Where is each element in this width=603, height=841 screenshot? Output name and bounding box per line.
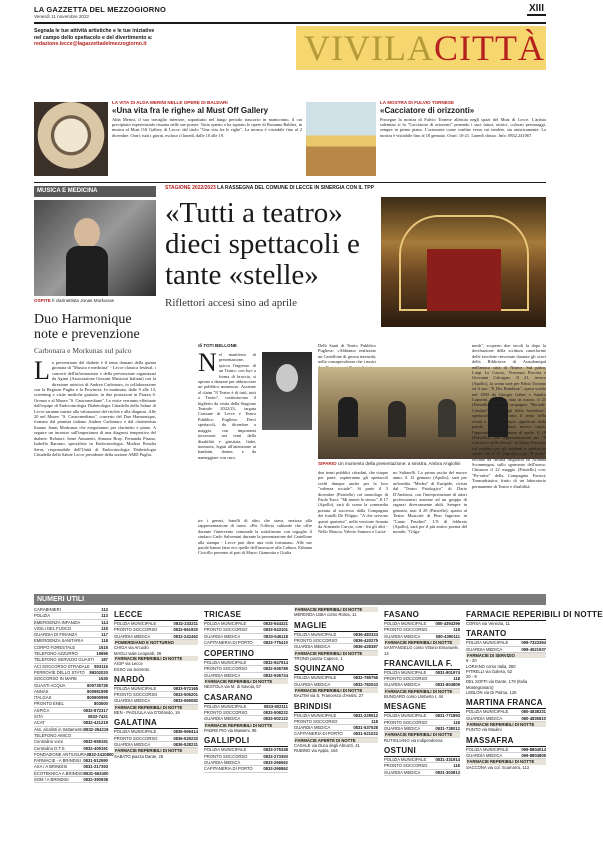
teaser-right-body: Prosegue la mostra di Fulvio Tornese allestita negli spazi del Must di Lecce. L'artista salentino si fa "Cacciatore di orizzonti" ponendo i suoi futuri, onirici, colorati personaggi, sempre in primo piano. L'orizzonte come confine verso cui tendere, sia artisticamente. La mostra è visitabile fino al 18 gennaio. Orari: 10-21. Lunedì chiuso. Info: 0832.241067. [380, 116, 546, 138]
city-number-value: 0833-266862 [263, 766, 288, 772]
pharmacy-band: FARMACIE REPERIBILI DI NOTTE [466, 759, 546, 764]
city-number-value: 0833-572165 [173, 685, 198, 691]
caption-label: OSPITE [34, 298, 51, 303]
utility-number-label: TELEFONO SERVIZIO GUASTI [34, 657, 94, 663]
pharmacy-band: FARMACIE REPERIBILI DI NOTTE [114, 748, 198, 753]
general-numbers-list [34, 607, 114, 839]
city-number-value: 0833-545118 [263, 633, 288, 639]
city-number-value: 0832-233211 [173, 621, 198, 626]
feature-kicker [165, 185, 546, 191]
feature-col-1b-text: tre i generi, fratelli di altro che stava, neziosa alla rappresentazione di turno. «Per l'offerta culturale che offre durante l'intervento comunale la sottolineato con orgoglio il sindaco Carlo Salvemini durante la presentazione del Cartellone alla stampa - Lecce può dirsi una città fortunata». Alle sue parole hanno fatto eco quelle dell'assessore alla Cultura, Fabiana Cicirillo presente al pari di Marco Giannotta e Giulia [198, 518, 312, 556]
city-number-label: POLIZIA MUNICIPALE [204, 621, 247, 626]
utility-number-value: 0831-512990 [83, 758, 108, 764]
city-number-label: GUARDIA MEDICA [384, 726, 421, 732]
city-number-label: POLIZIA MUNICIPALE [384, 713, 427, 719]
feature-kicker-text: LA RASSEGNA DEL COMUNE DI LECCE IN SINERGIA CON IL TPP [217, 185, 374, 191]
utility-number-label: SOCCORSO IN MARE [34, 676, 78, 682]
city-number-value: 099-8804014 [521, 746, 546, 752]
city-number-value: 080-4835810 [521, 715, 546, 721]
utility-number-value: 0832-390938 [83, 777, 108, 783]
newspaper-name: LA GAZZETTA DEL MEZZOGIORNO [34, 5, 167, 14]
city-number-value: 099-8804805 [521, 752, 546, 758]
teaser-left-headline: «Una vita fra le righe» al Must Off Gallery [112, 105, 269, 115]
feature-col-3-text: Delli Santi di Teatro Pubblico Pugliese: «Abbiamo realizzato un Cartellone di grossa intensità, nella consapevolezza che i nostri [318, 343, 376, 365]
city-number-label: POLIZIA MUNICIPALE [384, 757, 427, 763]
pharmacy-band: FARMACIE REPERIBILI DI NOTTE [384, 640, 460, 645]
city-number-row [204, 766, 288, 772]
city-number-value: 0831-229512 [353, 712, 378, 718]
pharmacy-address: BALTIM via S. Francesco d'Assisi, 27 [294, 693, 364, 699]
pharmacy-band: FARMACIE DI SERVIZIO [466, 653, 546, 658]
city-number-value: 0833-508222 [263, 710, 288, 716]
teaser-left-kicker: LA VITA DI ALDA MERINI NELLE OPERE DI BALDARI [112, 100, 228, 105]
pharmacy-address: RUBINO via Appia, 164 [294, 748, 338, 754]
city-number-label: POLIZIA MUNICIPALE [294, 631, 337, 637]
promo-line-2: nel campo dello spettacolo e del divertimento a: [34, 34, 153, 41]
utility-number-value: 112 [101, 607, 108, 612]
feature-kicker-season: STAGIONE 2022/2023 [165, 185, 216, 191]
city-number-row [204, 640, 288, 646]
city-number-value: 0832-936724 [263, 672, 288, 678]
city-number-label: PRONTO SOCCORSO [384, 676, 428, 682]
city-number-value: 0833-502122 [263, 716, 288, 722]
city-number-label: PRONTO SOCCORSO [204, 666, 248, 672]
city-column-5 [466, 607, 603, 839]
pharmacy-band: FARMACIE REPERIBILI DI NOTTE [294, 651, 378, 656]
city-name: MESAGNE [384, 702, 460, 713]
utility-number-label: CARABINIERI [34, 607, 61, 612]
city-number-value: 080-4838231 [521, 709, 546, 715]
city-name: NARDÒ [114, 675, 198, 686]
feature-col-1 [198, 348, 257, 515]
pharmacy-address: ESSO via Sorrento [114, 666, 150, 672]
pharmacy-address: BUNGARO corso Umberto I, 44 [384, 694, 444, 700]
city-number-label: POLIZIA MUNICIPALE [384, 669, 427, 675]
city-number-label: GUARDIA MEDICA [204, 716, 241, 722]
city-number-label: POLIZIA MUNICIPALE [114, 729, 157, 735]
city-number-label: GUARDIA MEDICA [294, 681, 331, 687]
city-number-label: CAPITANERIA DI PORTO [204, 766, 253, 772]
utility-number-label: TELEFONO AZZURRO [34, 651, 78, 657]
city-number-value: 0831-804809 [435, 682, 460, 688]
city-number-value: 0831-521022 [353, 731, 378, 737]
utility-number-label: Centralino D.T.S. [34, 745, 66, 751]
city-name: CASARANO [204, 693, 288, 704]
city-number-value: 0831-771893 [435, 713, 460, 719]
merini-artwork-image [34, 102, 108, 176]
city-number-label: GUARDIA MEDICA [466, 646, 503, 652]
utility-number-value: 114 [101, 619, 108, 625]
pharmacy-address: CHIGA via Arcuolo [114, 645, 149, 651]
city-number-value: 0833-266562 [263, 759, 288, 765]
section-title [296, 26, 546, 70]
city-number-value: 0832-936789 [263, 666, 288, 672]
city-number-value: 0833-275348 [263, 747, 288, 753]
utility-number-value: 118 [101, 638, 108, 644]
promo-block [34, 28, 234, 48]
pharmacy-band: FARMACIE REPERIBILI DI NOTTE [204, 723, 288, 728]
pharmacy-address: CASALE via Duca degli Abruzzi, 41 [294, 743, 360, 749]
pharmacy-address: PITRELLI via Galeso, 52 [466, 668, 513, 674]
music-section-label: MUSICA E MEDICINA [34, 186, 156, 197]
feature-dropcap: N [198, 348, 217, 377]
utility-number-value: 0832-354219 [83, 726, 109, 732]
utility-number-row [34, 777, 108, 783]
city-name: FARMACIE REPERIBILI DI NOTTE [466, 610, 603, 619]
city-number-label: POLIZIA MUNICIPALE [466, 709, 509, 715]
pharmacy-address: CORSA via Venezia, 11 [466, 621, 510, 626]
city-name: TRICASE [204, 610, 288, 621]
city-name: COPERTINO [204, 649, 288, 660]
city-number-label: POLIZIA MUNICIPALE [294, 675, 337, 681]
theatre-interior-photo [381, 197, 546, 327]
utility-number-value: 800981998 [87, 688, 108, 694]
pharmacy-address: MAGLI viale Leopardi, 26 [114, 650, 162, 656]
pharmacy-address: BEN - PAGLIULA via D'Orlando, 19 [114, 710, 180, 716]
issue-date: Venerdì 11 novembre 2022 [34, 14, 90, 19]
utility-number-value: 0832-2410800 [86, 751, 114, 757]
pharmacy-address: RUTIGLIANO via Indipendenza [384, 737, 443, 743]
city-number-value: 118 [453, 763, 460, 769]
city-number-value: 0833-502111 [263, 703, 288, 709]
city-number-value: 0831-537528 [353, 725, 378, 731]
pharmacy-address: LORIANO corso Italia, 260 [466, 663, 516, 669]
pharmacy-address: LEBLON via Di Palma, 125 [466, 690, 517, 696]
section-title-vivila: VIVILA [304, 28, 434, 68]
music-subhead: Carbonara e Morkunas sul palco [34, 346, 132, 355]
city-column-4 [384, 607, 460, 839]
city-number-value: 0831-801974 [435, 669, 460, 675]
city-number-label: POLIZIA MUNICIPALE [204, 747, 247, 753]
music-headline: Duo Harmonique note e prevenzione [34, 312, 140, 342]
pharmacy-band: FARMACIE REPERIBILI DI NOTTE [466, 722, 546, 727]
city-number-label: PRONTO SOCCORSO [384, 719, 428, 725]
utility-number-value: 1530 [98, 676, 108, 682]
city-number-value: 0836-528231 [173, 742, 198, 748]
city-number-label: GUARDIA MEDICA [204, 672, 241, 678]
utility-number-label: POLIZIA [34, 613, 51, 619]
utility-number-value: 0832-421219 [83, 720, 108, 726]
city-number-value: 0832-242462 [173, 633, 198, 639]
feature-col-5-text: no Saltarelli. La prima uscita del nuovo anno, il 12 gennaio (Apollo), sarà per un'inedita "Medea" di Euripide, rivista dal "Teatro Patologico" di Dario D'Ambrosi, con l'interpretazione di attori professionisti assieme ad un gruppo di ragazzi diversamente abili. Sempre in gennaio, mai il 28 (Paisiello), spazio al Teatro Musicale di Pino Ingrosso in "Canto Pasolini". L'8 di febbraio (Apollo), sarà per il più antico poema del mondo: "Gilga- [393, 470, 467, 535]
caption-text: Il clarinettista Jonas Morkunas [52, 298, 114, 303]
city-number-value: 0836-428387 [353, 644, 378, 650]
city-number-value: 0832-947514 [263, 660, 288, 666]
utility-number-value: 113 [101, 613, 108, 619]
feature-headline: «Tutti a teatro» dieci spettacoli e tante «stelle» [165, 197, 360, 291]
utility-number-value: 117 [101, 632, 108, 638]
city-number-value: 0833-544321 [263, 621, 288, 626]
city-name: MASSAFRA [466, 736, 546, 747]
utility-number-label: EMERGENZA SANITARIA [34, 638, 84, 644]
city-column-2 [204, 607, 288, 839]
city-number-label: GUARDIA MEDICA [114, 742, 151, 748]
teaser-right-kicker: LA MOSTRA DI FULVIO TORNESE [380, 100, 455, 105]
city-number-value: 099-7323394 [521, 640, 546, 646]
utility-number-value: 800735735 [87, 682, 108, 688]
city-number-label: PRONTO SOCCORSO [114, 627, 158, 633]
feature-col-6-text: mesh", scoperto due secoli fa dopo la decifrazione della scrittura cuneiforme delle tavolette rinvenute durante gli scavi della Biblioteca di Assurbanipal nell'antica città di Ninive. Sul palco, Luigi Lo Cascio, Vincenzo Pirrotta e Giovanni Calcagno. Il 21, invece (Apollo), la scena sarà per Fabio Troiano ed il suo: "Il Dio Bambino", opera scritta nel 1993 da Giorgio Gaber e Sandro Luporini. Una sola data in marzo, il 23 (Paisiello), con la Compagnia "Berardi-Casolari" in: "I figli della frettolosa", spettacolo che affronta il tema della cecità e dei più sempio significati della parola "vedere". Sarà invece triplo, l'appuntamento del mese di aprile. Il 18 (Paisiello), due rappresentazioni per "Il Calvino e della libertà" di Mario Perrotta, col mattino per gli studenti e spettacolo serale. Ed il 27 (Apollo) con: "Il molo" recitato da Ambra Angiolini ed Arianna Scommegna, sullo sgomento dell'uomo. Chiusura il 22 maggio (Paisiello) con: "Pa-ratite" della Compagnia Factory Transadriatica, frutto di un laboratorio permanente di Teatro e disabilità. [472, 343, 546, 489]
utility-number-value: 0832-7421 [87, 714, 108, 720]
city-number-value: 080-4390111 [435, 633, 460, 639]
utility-number-value: 800900999 [87, 695, 108, 701]
city-number-label: PRONTO SOCCORSO [114, 692, 158, 698]
pharmacy-address: SACCONA via col. Scamarra, 113 [466, 764, 529, 770]
city-name: BRINDISI [294, 702, 378, 713]
pharmacy-address: PADRE PIO via Massimi, 95 [204, 728, 257, 734]
utility-number-value: 0831-563400 [83, 770, 109, 776]
city-number-value: 0831-303813 [435, 769, 460, 775]
city-name: MARTINA FRANCA [466, 698, 546, 709]
utility-number-value: 187 [101, 657, 108, 663]
utility-number-label: FONDAZIONE ANTIUSURA [34, 751, 87, 757]
city-column-3 [294, 607, 378, 839]
teaser-left [112, 100, 302, 171]
city-number-label: PRONTO SOCCORSO [114, 735, 158, 741]
clarinettist-caption [34, 298, 156, 304]
city-number-value: 118 [453, 676, 460, 682]
city-number-value: 0833-775410 [263, 639, 288, 645]
city-number-label: POLIZIA MUNICIPALE [114, 621, 157, 626]
city-number-label: GUARDIA MEDICA [114, 633, 151, 639]
feature-col-4-text: due teatri pubblici cittadini, che cinque per parte, ospiteranno gli spettacoli scelti dunque anche per la loro "valenza sociale". Si parte il 3 dicembre (Paisiello) col monologo di Paola Turci: "Mi amerò lo stesso". Il 17 (Apollo), sarà di scena la commedia portata al successo dalla Compagnia dei fratelli De Filippo: "A che servono questi quattrini", nella versione firmata da Armando Curcio, con - fra gli altri - Nello Mascia, Valerio Santoro e Lucia- [318, 470, 388, 535]
pharmacy-address: MERENDA LIBIA corso Roma, 11 [294, 612, 357, 618]
city-number-label: PRONTO SOCCORSO [204, 627, 248, 633]
city-name: SQUINZANO [294, 664, 378, 675]
city-number-label: PRONTO SOCCORSO [294, 718, 338, 724]
city-number-label: POLIZIA MUNICIPALE [204, 660, 247, 666]
pharmacy-band: FARMACIE REPERIBILI DI NOTTE [294, 688, 378, 693]
presentation-caption-label: SIPARIO [318, 461, 337, 466]
utility-number-value: 0832-872317 [83, 707, 108, 713]
utility-number-label: FERROVIE DELLO STATO [34, 669, 85, 675]
city-number-label: POLIZIA MUNICIPALE [384, 621, 427, 626]
city-name: FASANO [384, 610, 460, 621]
pharmacy-address: SANTANGELO corso Vittorio Emanuele, 14 [384, 645, 460, 656]
city-number-value: 0833-543101 [263, 627, 288, 633]
numeri-utili-header: NUMERI UTILI [34, 594, 546, 605]
pharmacy-band: FARMACIE APERTE DI NOTTE [294, 738, 378, 743]
city-name: OSTUNI [384, 746, 460, 757]
city-number-label: GUARDIA MEDICA [204, 759, 241, 765]
utility-number-value: 89202020 [89, 669, 108, 675]
utility-number-label: Ass. alcolisti in trattamento [34, 726, 84, 732]
city-number-label: POLIZIA MUNICIPALE [466, 746, 509, 752]
city-name: LECCE [114, 610, 198, 621]
city-name: FRANCAVILLA F. [384, 659, 460, 670]
city-name: GALATINA [114, 718, 198, 729]
teaser-right-headline: «Cacciatore di orizzonti» [380, 105, 475, 115]
utility-number-label: GUARDIA DI FINANZA [34, 632, 78, 638]
city-number-value: 0832-661920 [173, 627, 198, 633]
utility-number-label: Centralino voce [34, 739, 64, 745]
ambra-angiolini-photo [262, 352, 312, 430]
utility-number-value: 0832-659191 [83, 739, 108, 745]
music-dropcap: L [34, 356, 50, 385]
city-column-1 [114, 607, 198, 839]
pharmacy-band: FARMACIE REPERIBILI DI NOTTE [114, 705, 198, 710]
pharmacy-hours: 9 - 20 [466, 658, 477, 664]
city-number-value: 118 [371, 718, 378, 724]
utility-number-label: VIGILI DEL FUOCO [34, 625, 72, 631]
utility-number-value: 0832-409191 [83, 745, 108, 751]
city-number-value: 0831-738012 [435, 726, 460, 732]
city-name: MAGLIE [294, 621, 378, 632]
city-number-value: 0836-420275 [353, 638, 378, 643]
city-number-row [384, 770, 460, 776]
utility-number-value: 1515 [98, 644, 108, 650]
pharmacy-address: TRONO piazza Capece, 1 [294, 656, 343, 661]
city-number-label: PRONTO SOCCORSO [204, 710, 248, 716]
city-number-label: CAPITANERIA DI PORTO [204, 639, 253, 645]
promo-line-1: Segnala le tue attività artistiche e le tue iniziative [34, 28, 155, 34]
city-number-label: GUARDIA MEDICA [466, 715, 503, 721]
pharmacy-band: FARMACIE REPERIBILI DI NOTTE [114, 656, 198, 661]
utility-number-label: ECOTEKNICA A BRINDISI [34, 770, 84, 776]
city-number-value: 0833-565082 [173, 698, 198, 704]
music-body-text: a prevenzione del diabete è il tema domani della quinta giornata di "Musica e medicina" - Lecce classica festival, i concerti dell'informazione e della prevenzione organizzati da Agimi (Associazione Giovani Musicisti Italiani) con la direzione artistica di Andrea Carbonaro, in collaborazione con la Regione Puglia e la Provincia. In mattinata, dalle 9 alle 13, screening e visite mediche gratuite, in due postazioni in Piazza S. Oronzo e al Museo "S. Castromediano". Le visite verranno effettuate dall'equipe di Endocrinologia Diabetologia Cittadella della Salute di Lecce saranno mirate alla valutazione del rischio e alla diagnosi. Alle 20 nel Museo "S. Castromediano", concerto del Duo Harmonique, formato dal pianista italiano Andrea Carbonaro e dal clarinettista lituano Jonas Morkunas che eseguiranno per clarinetto e piano. A seguire un incontro sull'importanza di una diagnosi tempestiva del diabete. Relatori: Irene Aimaretti, Simona Bray, Fernanda Pisano, Isabella Barrano, specialiste in Endocrinologia. Modera Rosalia Serra, responsabile dell'Unità di Endocrinologia Diabetologia Cittadella della Salute Lecce presidente della sezione AMD Puglia. [34, 360, 156, 457]
utility-number-label: AXA / A BRINDISI [34, 764, 68, 770]
city-number-value: 099-4521937 [521, 646, 546, 652]
city-number-label: GUARDIA MEDICA [294, 725, 331, 731]
city-number-value: 118 [453, 719, 460, 725]
utility-number-value: 803116 [94, 663, 108, 669]
utility-number-label: FARMACIE - A BRINDISI [34, 758, 81, 764]
city-number-label: PRONTO SOCCORSO [384, 763, 428, 769]
masthead-rule [34, 22, 546, 24]
teaser-left-body: Alda Merini, il suo travaglio interiore, soprattutto nel lungo periodo trascorso in manicomio, il cui precipitato esperienziale risuona nelle sue poesie. Tutto questo e ha ispirato le opere di Rosanna Baldari, in mostra al Must Off Gallery di Lecce, dal titolo "Una vita fra le righe". La mostra è visitabile fino al 2 dicembre. Orari: tutti i giorni, escluso il lunedì, dalle 10 alle 19. [112, 116, 302, 138]
pharmacy-address: DEL SOFFI via Dante, 179 (Italia Montegranaro) [466, 679, 528, 690]
city-number-label: GUARDIA MEDICA [204, 633, 241, 639]
utility-number-label: SITA [34, 714, 43, 720]
utility-number-label: ITALGAS [34, 695, 52, 701]
city-number-label: PRONTO SOCCORSO [294, 638, 338, 643]
utility-number-value: 803500 [94, 701, 108, 707]
utility-number-label: ACI SOCCORSO STRADALE [34, 663, 90, 669]
pharmacy-address: PUNTO via Maulini [466, 727, 502, 733]
teaser-divider [34, 182, 546, 183]
city-number-value: 0832-785756 [353, 675, 378, 681]
utility-number-label: EMERGENZA INFANZIA [34, 619, 81, 625]
feature-byline: di TOTI BELLONE [198, 343, 237, 348]
utility-number-label: ACAT [34, 720, 45, 726]
page-number: XIII [528, 3, 544, 14]
city-number-value: 0836-483324 [353, 631, 378, 637]
utility-number-label: ANNAS [34, 688, 49, 694]
clarinettist-photo [34, 200, 156, 296]
utility-number-label: ASPICA [34, 707, 50, 713]
utility-number-label: PRONTO ENEL [34, 701, 64, 707]
city-number-label: GUARDIA MEDICA [294, 644, 331, 650]
utility-number-value: 0831-217393 [83, 764, 108, 770]
music-body [34, 356, 156, 574]
city-number-label: PRONTO SOCCORSO [384, 627, 428, 633]
pharmacy-address: SABATO piazza Dante, 26 [114, 753, 164, 759]
city-number-value: 0836-529233 [173, 735, 198, 741]
pharmacy-address: AGIP via Lecce [114, 661, 143, 667]
city-number-label: POLIZIA MUNICIPALE [204, 703, 247, 709]
city-number-value: 0833-506201 [173, 692, 198, 698]
utility-number-value: 115 [101, 625, 108, 631]
pharmacy-band: FARMACIE REPERIBILI DI NOTTE [384, 732, 460, 737]
city-number-value: 0832-782043 [353, 681, 378, 687]
pharmacy-band: FARMACIE REPERIBILI DI NOTTE [204, 679, 288, 684]
city-number-label: POLIZIA MUNICIPALE [294, 712, 337, 718]
utility-number-label: CORPO FORESTALE [34, 644, 76, 650]
city-number-label: POLIZIA MUNICIPALE [466, 640, 509, 646]
city-number-value: 0836-569414 [173, 729, 198, 735]
pharmacy-hours: 20 - 9 [466, 674, 477, 680]
utility-number-label: TELEFONO AMICO [34, 732, 72, 738]
feature-col-1-text: el manifesto di presentazione, spicca l'ingresso di un Teatro, con luci a forma di braccia, si aprono a danzare per abbracciare un pubblico numeroso. Assieme al claim "Il Teatro è di tutti, tutti a Teatro", costituiscono il biglietto da visita della Stagione Teatrale 2022/23, targata Comune di Lecce e Teatro Pubblico Pugliese. Dieci spettacoli, da dicembre a maggio, con importanti incursioni nei temi della disabilità e giustizia, fiabe, memoria, legati all'attenzione ai bambini, donne, e da maneggiare con cura. [198, 352, 257, 460]
city-number-label: GUARDIA MEDICA [384, 633, 421, 639]
city-name: GALLIPOLI [204, 736, 288, 747]
pharmacy-address: NESTOLA via M. di Savoia, 57 [204, 684, 261, 690]
utility-number-value: 19696 [96, 651, 108, 657]
promo-email[interactable]: redazione.lecce@lagazzettadelmezzogiorno.it [34, 41, 147, 48]
tornese-artwork-image [306, 102, 376, 176]
section-title-citta: CITTÀ [433, 28, 545, 68]
city-number-label: PRONTO SOCCORSO [204, 753, 248, 759]
pharmacy-band: FARMACIE REPERIBILI DI NOTTE [294, 607, 378, 612]
pharmacy-band: FARMACIE REPERIBILI DI NOTTE [384, 689, 460, 694]
pharmacy-band: POMERIDIANO E NOTTURNO [114, 640, 198, 645]
presentation-caption-text: Un momento della presentazione: a sinistra, Ambra Angiolini [337, 461, 461, 466]
city-number-value: 0831-331914 [435, 757, 460, 763]
teaser-right [380, 100, 546, 171]
utility-number-label: SOM / A BRINDISI [34, 777, 69, 783]
city-number-label: GUARDIA MEDICA [384, 769, 421, 775]
city-number-label: GUARDIA MEDICA [114, 698, 151, 704]
city-number-value: 0833-273393 [263, 753, 288, 759]
city-number-label: POLIZIA MUNICIPALE [114, 685, 157, 691]
city-number-label: GUARDIA MEDICA [384, 682, 421, 688]
city-number-value: 080-4394296 [435, 621, 460, 626]
city-number-label: GUARDIA MEDICA [466, 752, 503, 758]
utility-number-label: GUASTI ACQUA [34, 682, 66, 688]
feature-subhead: Riflettori accesi sino ad aprile [165, 297, 297, 309]
city-number-value: 118 [453, 627, 460, 633]
city-number-label: CAPITANERIA DI PORTO [294, 731, 343, 737]
city-name: TARANTO [466, 629, 546, 640]
